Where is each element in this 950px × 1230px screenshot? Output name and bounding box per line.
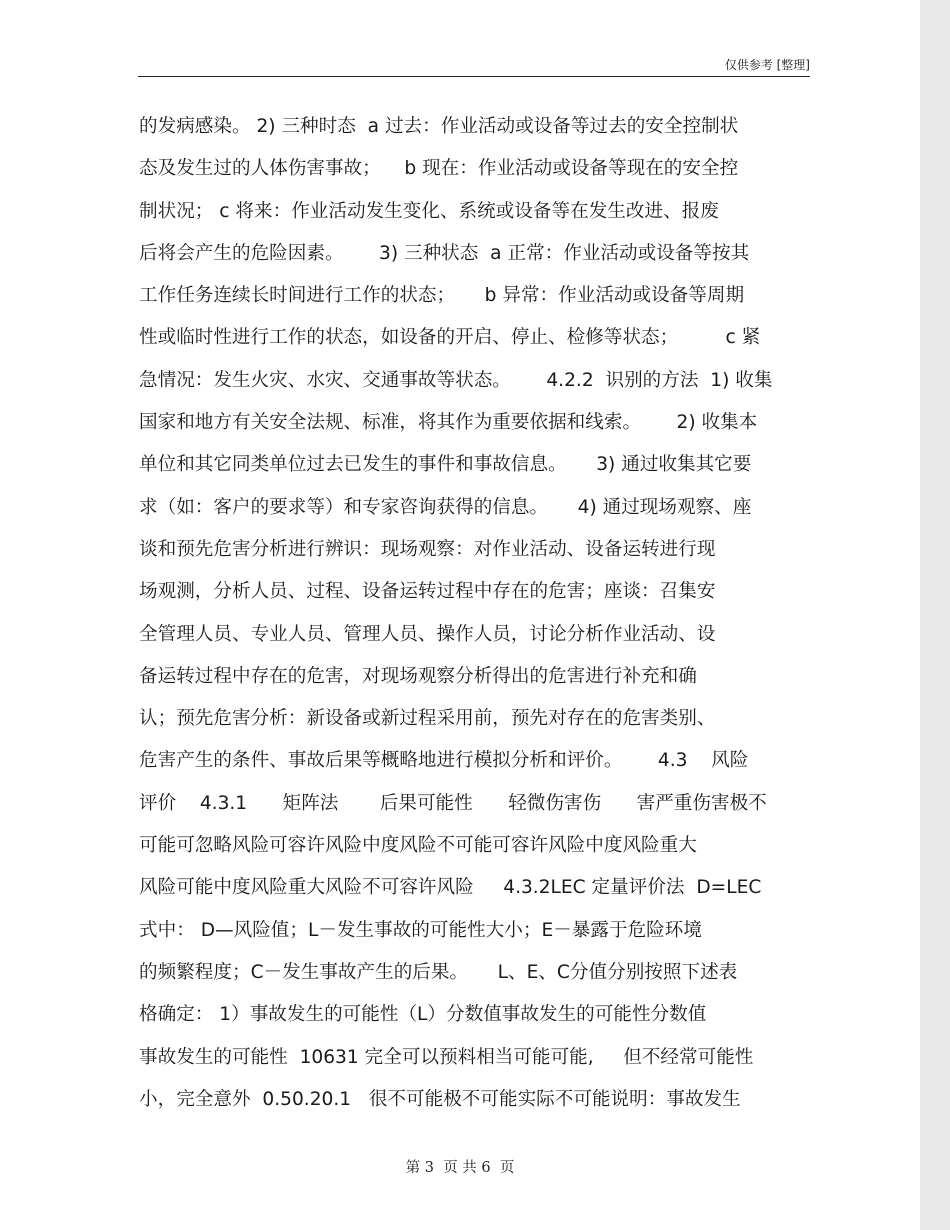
text-line: 风险可能中度风险重大风险不可容许风险 4.3.2LEC 定量评价法 D=LEC — [139, 877, 762, 899]
header-divider — [138, 76, 810, 77]
text-line: 式中： D—风险值；L－发生事故的可能性大小；E－暴露于危险环境 — [139, 919, 702, 941]
text-line: 性或临时性进行工作的状态，如设备的开启、停止、检修等状态； c 紧 — [139, 327, 761, 349]
text-line: 可能可忽略风险可容许风险中度风险不可能可容许风险中度风险重大 — [139, 835, 697, 857]
text-line: 认；预先危害分析：新设备或新过程采用前，预先对存在的危害类别、 — [139, 708, 716, 730]
page-header-label: 仅供参考 [整理] — [724, 58, 810, 72]
text-line: 备运转过程中存在的危害，对现场观察分析得出的危害进行补充和确 — [139, 665, 697, 687]
text-line: 后将会产生的危险因素。 3) 三种状态 a 正常：作业活动或设备等按其 — [139, 242, 750, 264]
text-line: 国家和地方有关安全法规、标准，将其作为重要依据和线索。 2) 收集本 — [139, 412, 758, 434]
text-line: 场观测，分析人员、过程、设备运转过程中存在的危害；座谈：召集安 — [139, 581, 716, 603]
text-line: 危害产生的条件、事故后果等概略地进行模拟分析和评价。 4.3 风险 — [139, 750, 749, 772]
text-line: 工作任务连续长时间进行工作的状态； b 异常：作业活动或设备等周期 — [139, 285, 745, 307]
body-text — [139, 112, 819, 1127]
text-line: 单位和其它同类单位过去已发生的事件和事故信息。 3) 通过收集其它要 — [139, 454, 752, 476]
text-line: 急情况：发生火灾、水灾、交通事故等状态。 4.2.2 识别的方法 1) 收集 — [139, 369, 773, 391]
text-line: 小，完全意外 0.50.20.1 很不可能极不可能实际不可能说明：事故发生 — [139, 1088, 741, 1110]
text-line: 求（如：客户的要求等）和专家咨询获得的信息。 4) 通过现场观察、座 — [139, 496, 752, 518]
text-line: 全管理人员、专业人员、管理人员、操作人员，讨论分析作业活动、设 — [139, 623, 716, 645]
text-line: 态及发生过的人体伤害事故； b 现在：作业活动或设备等现在的安全控 — [139, 158, 739, 180]
page-footer: 第 3 页 共 6 页 — [405, 1160, 515, 1176]
text-line: 评价 4.3.1 矩阵法 后果可能性 轻微伤害伤 害严重伤害极不 — [139, 792, 767, 814]
text-line: 制状况； c 将来：作业活动发生变化、系统或设备等在发生改进、报废 — [139, 200, 719, 222]
text-line: 的发病感染。 2) 三种时态 a 过去：作业活动或设备等过去的安全控制状 — [139, 116, 739, 137]
text-line: 谈和预先危害分析进行辨识：现场观察：对作业活动、设备运转进行现 — [139, 538, 716, 560]
text-line: 格确定： 1）事故发生的可能性（L）分数值事故发生的可能性分数值 — [139, 1004, 707, 1026]
text-line: 的频繁程度；C－发生事故产生的后果。 L、E、C分值分别按照下述表 — [139, 961, 738, 983]
text-line: 事故发生的可能性 10631 完全可以预料相当可能可能, 但不经常可能性 — [139, 1046, 754, 1068]
